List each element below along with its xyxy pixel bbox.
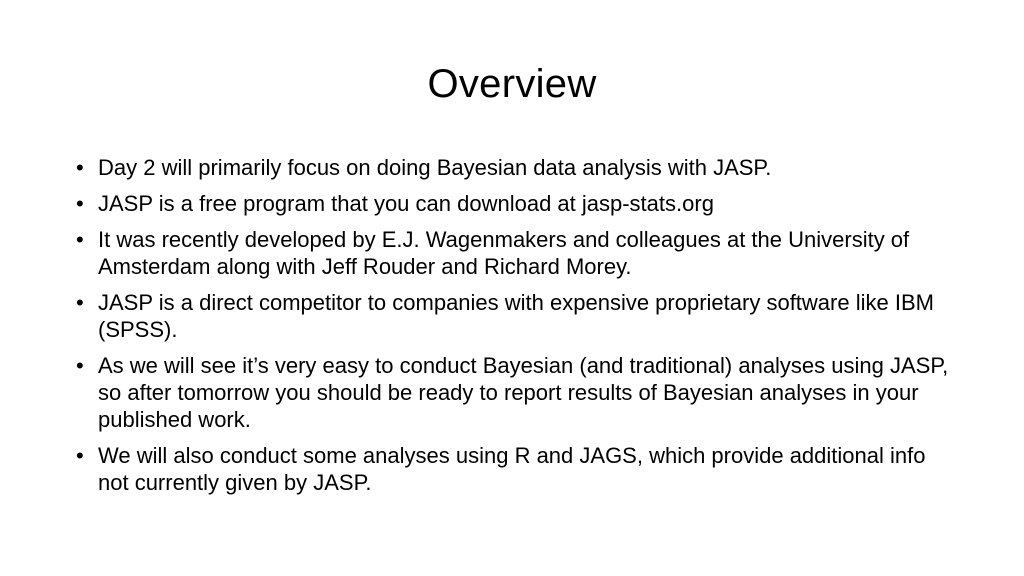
bullet-list	[76, 154, 956, 505]
bullet-dot-icon: •	[76, 353, 84, 378]
bullet-dot-icon: •	[76, 191, 84, 216]
bullet-dot-icon: •	[76, 290, 84, 315]
bullet-item	[76, 352, 956, 433]
bullet-dot-icon: •	[76, 227, 84, 252]
bullet-text: JASP is a free program that you can download at jasp-stats.org	[98, 191, 714, 216]
bullet-item	[76, 289, 956, 343]
bullet-item	[76, 442, 956, 496]
bullet-dot-icon: •	[76, 155, 84, 180]
bullet-text: It was recently developed by E.J. Wagenmakers and colleagues at the University of Amsterdam along with Jeff Rouder and Richard Morey.	[98, 227, 910, 279]
bullet-text: JASP is a direct competitor to companies with expensive proprietary software like IBM (SPSS).	[98, 290, 934, 342]
slide-title: Overview	[427, 62, 597, 106]
bullet-text: As we will see it’s very easy to conduct Bayesian (and traditional) analyses using JASP, so after tomorrow you should be ready to report results of Bayesian analyses in your published work.	[98, 353, 949, 432]
bullet-text: Day 2 will primarily focus on doing Bayesian data analysis with JASP.	[98, 155, 772, 180]
bullet-item	[76, 154, 956, 181]
bullet-item	[76, 190, 956, 217]
bullet-dot-icon: •	[76, 443, 84, 468]
bullet-item	[76, 226, 956, 280]
bullet-text: We will also conduct some analyses using R and JAGS, which provide additional info not currently given by JASP.	[98, 443, 926, 495]
